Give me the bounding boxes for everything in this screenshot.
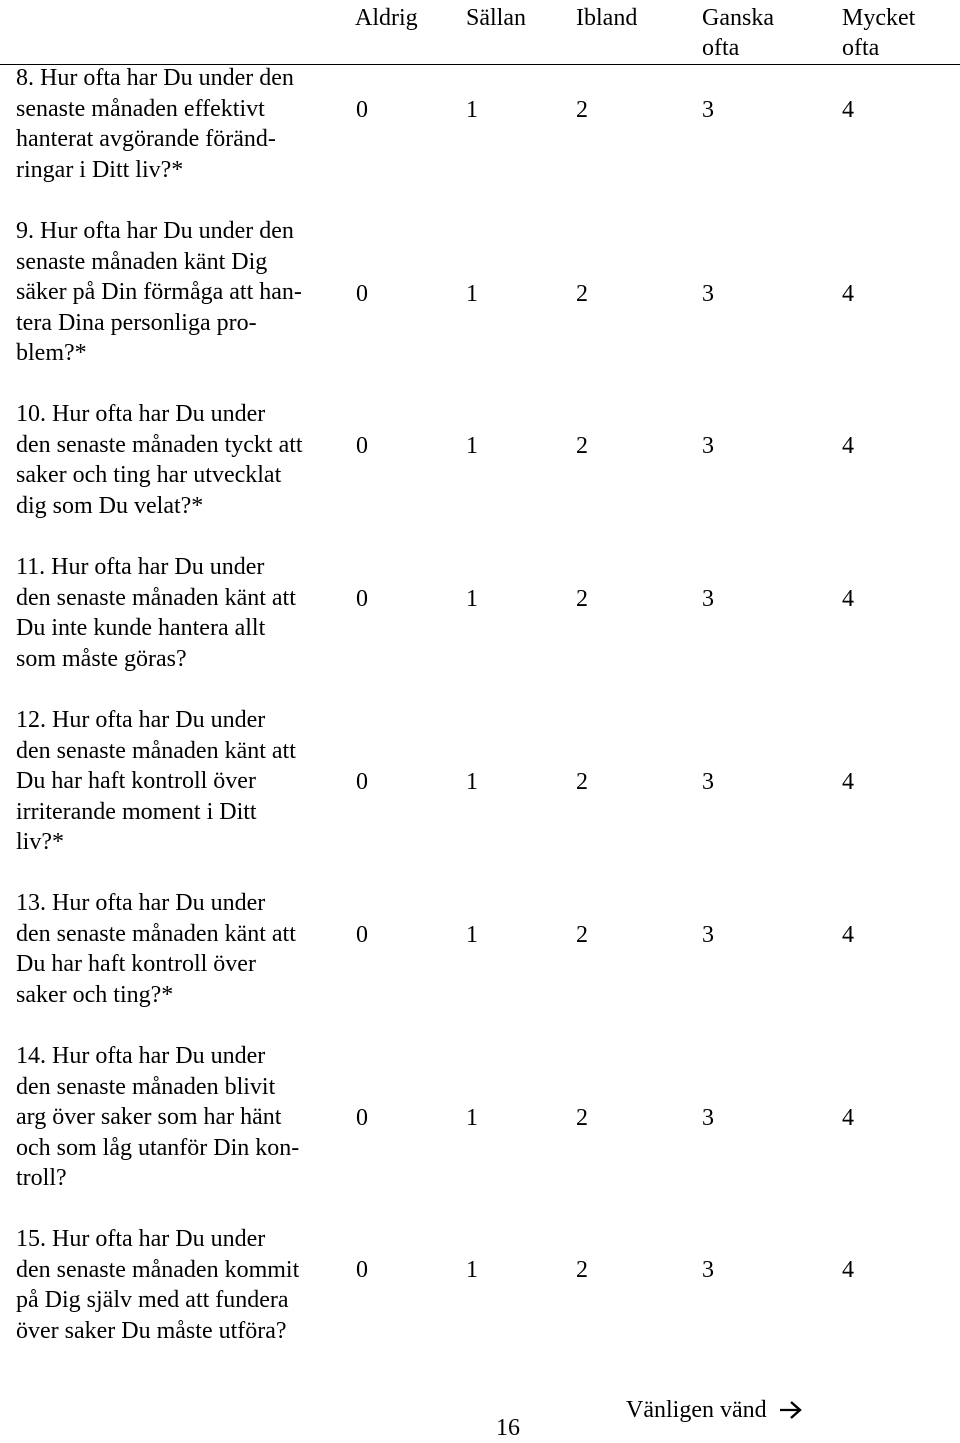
scale-option-3[interactable]: 3: [702, 922, 714, 948]
question-text-line: 15. Hur ofta har Du under: [16, 1226, 266, 1252]
scale-option-4[interactable]: 4: [842, 586, 854, 612]
scale-option-3[interactable]: 3: [702, 97, 714, 123]
question-text-line: blem?*: [16, 340, 87, 367]
scale-option-3[interactable]: 3: [702, 281, 714, 307]
scale-option-3[interactable]: 3: [702, 1105, 714, 1131]
question-text-line: dig som Du velat?*: [16, 492, 204, 519]
question-text-line: Du har haft kontroll över: [16, 951, 256, 978]
scale-option-2[interactable]: 2: [576, 922, 588, 948]
question-text-line: 11. Hur ofta har Du under: [16, 554, 265, 580]
scale-option-4[interactable]: 4: [842, 97, 854, 123]
question-text-line: den senaste månaden kommit: [16, 1256, 300, 1283]
scale-option-2[interactable]: 2: [576, 586, 588, 612]
scale-option-2[interactable]: 2: [576, 1105, 588, 1131]
question-text-line: 12. Hur ofta har Du under: [16, 707, 266, 733]
question-text-line: ringar i Ditt liv?*: [16, 156, 184, 183]
scale-option-2[interactable]: 2: [576, 281, 588, 307]
scale-option-0[interactable]: 0: [356, 97, 368, 123]
scale-option-2[interactable]: 2: [576, 97, 588, 123]
question-15: [16, 1224, 346, 1346]
scale-option-4[interactable]: 4: [842, 433, 854, 459]
scale-option-1[interactable]: 1: [466, 586, 478, 612]
scale-option-0[interactable]: 0: [356, 769, 368, 795]
question-text-line: som måste göras?: [16, 645, 187, 672]
scale-option-4[interactable]: 4: [842, 1257, 854, 1283]
scale-option-1[interactable]: 1: [466, 922, 478, 948]
scale-row-q9: [0, 279, 960, 309]
scale-option-2[interactable]: 2: [576, 433, 588, 459]
question-text-line: liv?*: [16, 829, 64, 856]
arrow-right-icon: [779, 1400, 803, 1420]
question-text-line: senaste månaden känt Dig: [16, 248, 268, 275]
scale-row-q13: [0, 920, 960, 950]
question-text-line: saker och ting?*: [16, 981, 174, 1008]
scale-option-4[interactable]: 4: [842, 769, 854, 795]
question-text-line: 9. Hur ofta har Du under den: [16, 218, 294, 244]
turn-page-note: [626, 1395, 803, 1425]
question-text-line: 10. Hur ofta har Du under: [16, 401, 266, 427]
question-text-line: irriterande moment i Ditt: [16, 798, 257, 825]
question-text-line: 8. Hur ofta har Du under den: [16, 65, 294, 91]
question-text-line: Du har haft kontroll över: [16, 768, 256, 795]
scale-label-ibland: Ibland: [576, 5, 638, 31]
scale-option-0[interactable]: 0: [356, 922, 368, 948]
scale-option-0[interactable]: 0: [356, 281, 368, 307]
scale-option-1[interactable]: 1: [466, 97, 478, 123]
scale-option-2[interactable]: 2: [576, 1257, 588, 1283]
scale-option-4[interactable]: 4: [842, 1105, 854, 1131]
question-text-line: och som låg utanför Din kon-: [16, 1134, 300, 1161]
scale-row-q10: [0, 431, 960, 461]
scale-row-q14: [0, 1103, 960, 1133]
question-text-line: över saker Du måste utföra?: [16, 1317, 287, 1344]
question-text-line: den senaste månaden tyckt att: [16, 431, 303, 458]
scale-option-0[interactable]: 0: [356, 1257, 368, 1283]
scale-option-0[interactable]: 0: [356, 1105, 368, 1131]
scale-row-q8: [0, 95, 960, 125]
question-text-line: den senaste månaden känt att: [16, 584, 296, 611]
scale-option-3[interactable]: 3: [702, 1257, 714, 1283]
scale-option-1[interactable]: 1: [466, 433, 478, 459]
question-text-line: den senaste månaden känt att: [16, 920, 296, 947]
scale-header: [0, 0, 960, 70]
question-text-line: säker på Din förmåga att han-: [16, 279, 302, 306]
question-text-line: senaste månaden effektivt: [16, 95, 265, 122]
scale-label-ganska-ofta: Ganska ofta: [702, 5, 774, 61]
scale-option-1[interactable]: 1: [466, 1257, 478, 1283]
scale-option-4[interactable]: 4: [842, 281, 854, 307]
scale-option-4[interactable]: 4: [842, 922, 854, 948]
scale-row-q11: [0, 584, 960, 614]
scale-option-1[interactable]: 1: [466, 281, 478, 307]
scale-row-q15: [0, 1255, 960, 1285]
question-text-line: 13. Hur ofta har Du under: [16, 890, 266, 916]
question-text-line: arg över saker som har hänt: [16, 1104, 282, 1131]
scale-option-0[interactable]: 0: [356, 586, 368, 612]
question-text-line: troll?: [16, 1165, 67, 1192]
scale-option-1[interactable]: 1: [466, 769, 478, 795]
question-text-line: Du inte kunde hantera allt: [16, 615, 266, 642]
scale-option-0[interactable]: 0: [356, 433, 368, 459]
scale-option-3[interactable]: 3: [702, 769, 714, 795]
scale-option-2[interactable]: 2: [576, 769, 588, 795]
page-number: 16: [496, 1415, 520, 1441]
scale-label-sallan: Sällan: [466, 5, 526, 31]
question-text-line: den senaste månaden känt att: [16, 737, 296, 764]
scale-option-3[interactable]: 3: [702, 586, 714, 612]
question-text-line: tera Dina personliga pro-: [16, 309, 257, 336]
scale-row-q12: [0, 767, 960, 797]
question-text-line: hanterat avgörande föränd-: [16, 126, 276, 153]
scale-label-aldrig: Aldrig: [355, 5, 418, 31]
scale-label-mycket-ofta: Mycket ofta: [842, 5, 916, 61]
question-text-line: saker och ting har utvecklat: [16, 462, 282, 489]
question-text-line: på Dig själv med att fundera: [16, 1287, 289, 1314]
scale-option-3[interactable]: 3: [702, 433, 714, 459]
turn-page-text: Vänligen vänd: [626, 1397, 767, 1423]
question-text-line: 14. Hur ofta har Du under: [16, 1043, 266, 1069]
scale-option-1[interactable]: 1: [466, 1105, 478, 1131]
question-text-line: den senaste månaden blivit: [16, 1073, 276, 1100]
